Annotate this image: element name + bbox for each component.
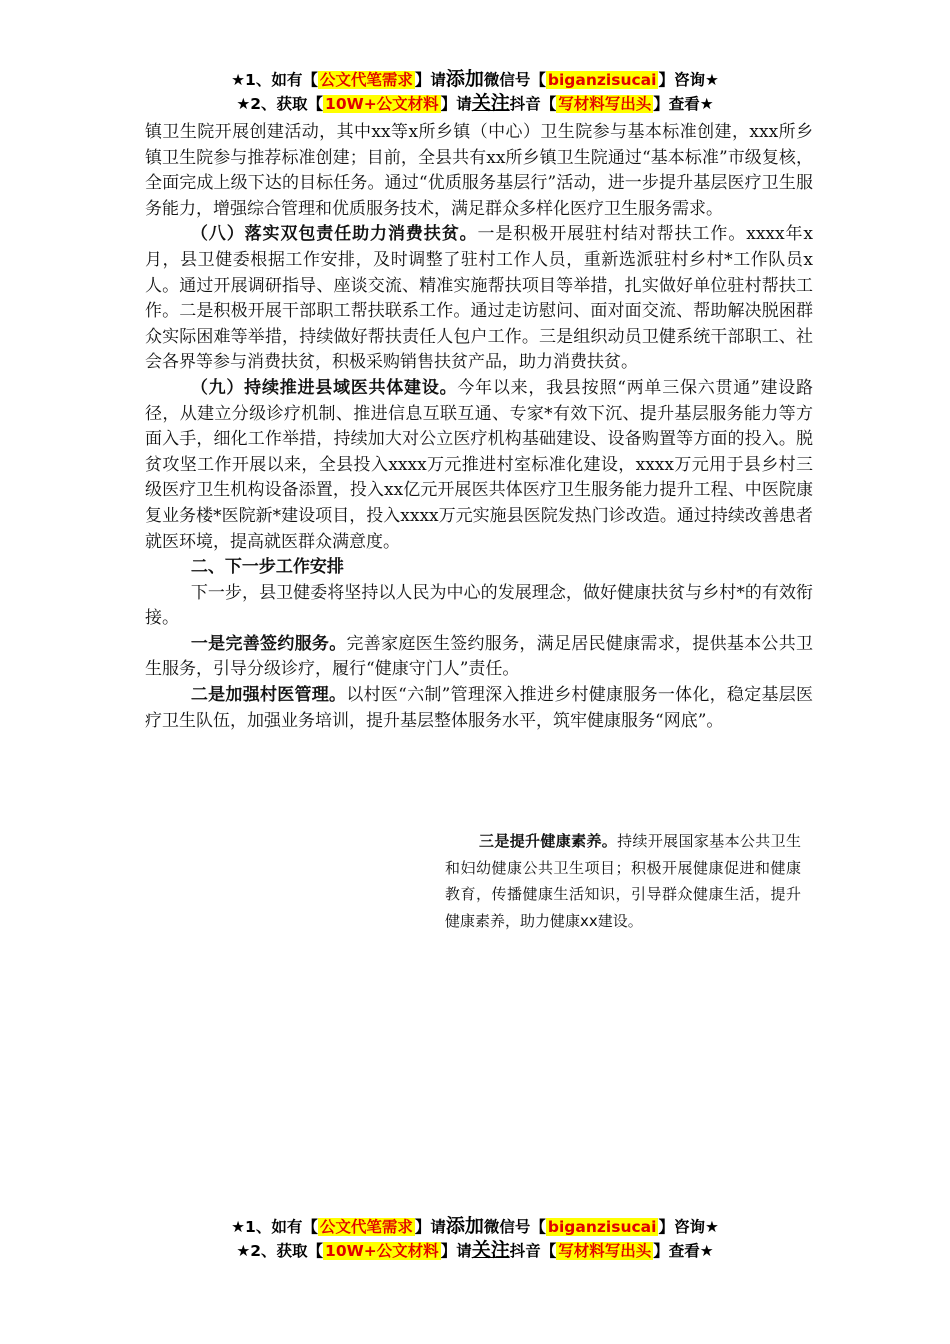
paragraph-2	[145, 222, 813, 376]
paragraph-text: 持续开展国家基本公共卫生和妇幼健康公共卫生项目；积极开展健康促进和健康教育，传播健康生活知识，引导群众健康生活，提升健康素养，助力健康xx建设。	[445, 832, 801, 930]
banner-line-1	[0, 68, 950, 92]
item-title: 三是提升健康素养。	[479, 832, 618, 850]
banner-highlight: 公文代笔需求	[319, 1218, 413, 1236]
banner-text: 】咨询★	[658, 71, 719, 89]
banner-text: 】请	[440, 95, 472, 113]
paragraph-text: 以村医“六制”管理深入推进乡村健康服务一体化，稳定基层医疗卫生队伍，加强业务培训，提升基层整体服务水平，筑牢健康服务“网底”。	[145, 685, 813, 731]
banner-highlight: biganzisucai	[547, 71, 657, 89]
banner-text: 】请	[414, 71, 446, 89]
banner-line-1	[0, 1215, 950, 1239]
banner-text: ★2、获取【	[236, 1242, 324, 1260]
banner-highlight: 写材料写出头	[558, 95, 652, 113]
paragraph-3	[145, 376, 813, 555]
item-title: 一是完善签约服务。	[190, 633, 347, 654]
banner-text: 微信号【	[483, 71, 546, 89]
banner-highlight: biganzisucai	[547, 1218, 657, 1236]
banner-text: ★1、如有【	[231, 1218, 318, 1236]
paragraph-text: 完善家庭医生签约服务，满足居民健康需求，提供基本公共卫生服务，引导分级诊疗，履行“健康守门人”责任。	[145, 633, 814, 680]
banner-text: ★2、获取【	[236, 95, 324, 113]
banner-highlight: 写材料写出头	[558, 1242, 652, 1260]
paragraph-6	[145, 683, 813, 734]
section-title: （九）持续推进县域医共体建设。	[190, 377, 458, 398]
banner-highlight: 10W+公文材料	[325, 95, 439, 113]
banner-emphasis: 关注	[471, 1239, 510, 1261]
paragraph-text: 今年以来，我县按照“两单三保六贯通”建设路径，从建立分级诊疗机制、推进信息互联互通、专家*有效下沉、提升基层服务能力等方面入手，细化工作举措，持续加大对公立医疗机构基础建设、设备购置等方面的投入。脱贫攻坚工作开展以来，全县投入xxxx万元推进村室标准化建设，xxxx万元用于县乡村三级医疗卫生机构设备添置，投入xx亿元开展医共体医疗卫生服务能力提升工程、中医院康复业务楼*医院新*建设项目，投入xxxx万元实施县医院发热门诊改造。通过持续改善患者就医环境，提高就医群众满意度。	[145, 377, 813, 552]
banner-emphasis: 添加	[445, 1215, 484, 1237]
banner-text: 抖音【	[509, 95, 557, 113]
banner-text: 】咨询★	[658, 1218, 719, 1236]
banner-emphasis: 添加	[445, 68, 484, 90]
banner-text: 微信号【	[483, 1218, 546, 1236]
banner-highlight: 10W+公文材料	[325, 1242, 439, 1260]
banner-text: 】请	[440, 1242, 472, 1260]
paragraph-1: 镇卫生院开展创建活动，其中xx等x所乡镇（中心）卫生院参与基本标准创建，xxx所乡镇卫生院参与推荐标准创建；目前，全县共有xx所乡镇卫生院通过“基本标准”市级复核，全面完成上级下达的目标任务。通过“优质服务基层行”活动，进一步提升基层医疗卫生服务能力，增强综合管理和优质服务技术，满足群众多样化医疗卫生服务需求。	[145, 122, 813, 219]
banner-text: 抖音【	[509, 1242, 557, 1260]
paragraph-text: 一是积极开展驻村结对帮扶工作。xxxx年x月，县卫健委根据工作安排，及时调整了驻村工作人员，重新选派驻村乡村*工作队员x人。通过开展调研指导、座谈交流、精准实施帮扶项目等举措，扎实做好单位驻村帮扶工作。二是积极开展干部职工帮扶联系工作。通过走访慰问、面对面交流、帮助解决脱困群众实际困难等举措，持续做好帮扶责任人包户工作。三是组织动员卫健系统干部职工、社会各界等参与消费扶贫，积极采购销售扶贫产品，助力消费扶贫。	[145, 224, 814, 373]
banner-highlight: 公文代笔需求	[319, 71, 413, 89]
document-body	[145, 120, 813, 734]
paragraph-5	[145, 632, 813, 683]
banner-line-2	[0, 1239, 950, 1263]
banner-text: 】查看★	[653, 95, 714, 113]
banner-emphasis: 关注	[471, 92, 510, 114]
item-title: 二是加强村医管理。	[190, 685, 347, 706]
section-title: （八）落实双包责任助力消费扶贫。	[190, 224, 478, 245]
section-heading: 二、下一步工作安排	[190, 557, 344, 578]
paragraph-7	[445, 828, 801, 934]
banner-text: 】查看★	[653, 1242, 714, 1260]
bottom-banner	[0, 1215, 950, 1263]
banner-text: 】请	[414, 1218, 446, 1236]
paragraph-4: 下一步，县卫健委将坚持以人民为中心的发展理念，做好健康扶贫与乡村*的有效衔接。	[145, 582, 813, 629]
banner-text: ★1、如有【	[231, 71, 318, 89]
top-banner	[0, 68, 950, 116]
banner-line-2	[0, 92, 950, 116]
